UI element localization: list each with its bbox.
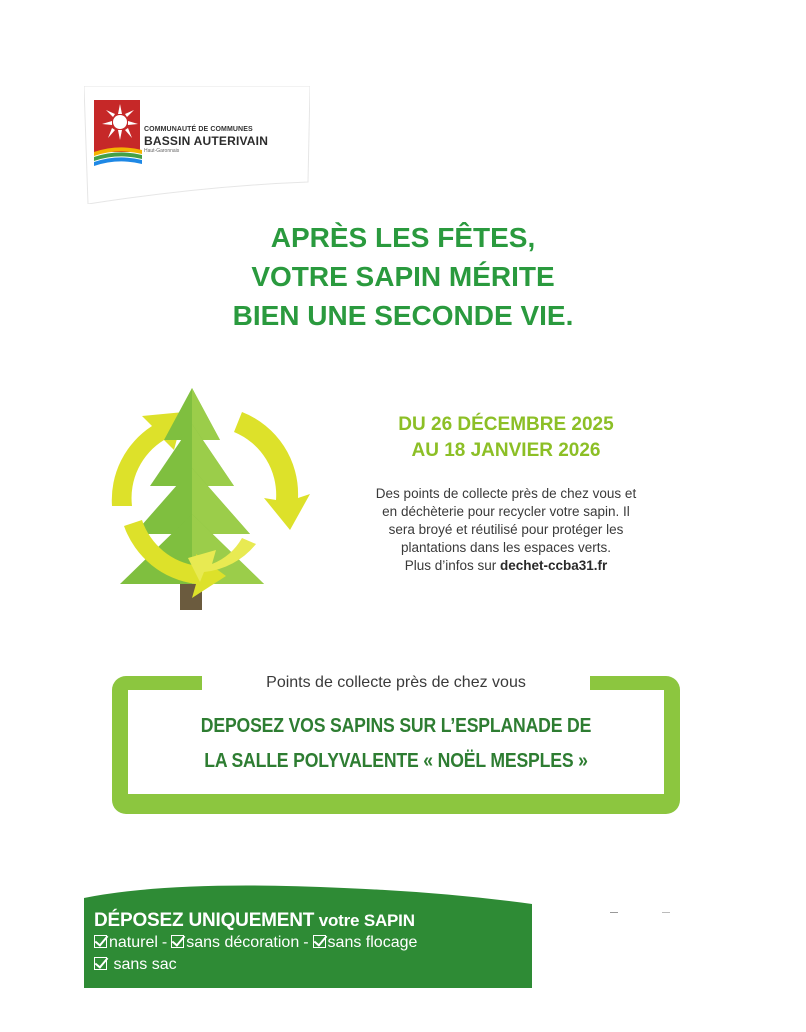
rule-no-flocking: sans flocage bbox=[327, 934, 418, 951]
checkbox-checked-icon bbox=[94, 935, 107, 948]
collect-message-line1: DEPOSEZ VOS SAPINS SUR L’ESPLANADE DE bbox=[200, 714, 592, 737]
checkbox-checked-icon bbox=[94, 957, 107, 970]
checkbox-checked-icon bbox=[171, 935, 184, 948]
description bbox=[310, 485, 702, 575]
headline-line1: APRÈS LES FÊTES, bbox=[270, 222, 536, 253]
instruction-text bbox=[94, 910, 417, 976]
banner-title-bold: DÉPOSEZ UNIQUEMENT bbox=[94, 910, 315, 931]
divider-mark bbox=[610, 912, 618, 913]
website-link[interactable]: dechet-ccba31.fr bbox=[500, 558, 608, 573]
headline-line2: VOTRE SAPIN MÉRITE bbox=[251, 261, 555, 292]
recycle-tree-icon bbox=[92, 388, 322, 614]
logo-line1: COMMUNAUTÉ DE COMMUNES bbox=[144, 126, 253, 133]
headline-line3: BIEN UNE SECONDE VIE. bbox=[232, 300, 574, 331]
description-line4: plantations dans les espaces verts. bbox=[400, 540, 612, 555]
separator: - bbox=[161, 934, 168, 951]
banner-title-rest: votre SAPIN bbox=[314, 911, 415, 930]
logo-line3: Haut-Garonnais bbox=[144, 148, 180, 154]
date-end: AU 18 JANVIER 2026 bbox=[411, 440, 601, 461]
description-line2: en déchèterie pour recycler votre sapin. Il bbox=[382, 504, 630, 519]
banner-title bbox=[94, 910, 417, 932]
rule-no-decoration: sans décoration bbox=[186, 934, 300, 951]
description-line3: sera broyé et réutilisé pour protéger les bbox=[388, 522, 624, 537]
logo-line2: BASSIN AUTERIVAIN bbox=[144, 134, 269, 148]
headline bbox=[0, 218, 806, 335]
more-info-line bbox=[310, 557, 702, 575]
collection-dates bbox=[320, 412, 692, 464]
rule-no-bag: sans sac bbox=[113, 956, 177, 973]
sun-flower-emblem-icon bbox=[94, 100, 142, 168]
banner-row-1 bbox=[94, 932, 417, 954]
banner-row-2 bbox=[94, 954, 417, 976]
description-line1: Des points de collecte près de chez vous et bbox=[375, 486, 637, 501]
more-info-prefix: Plus d’infos sur bbox=[404, 558, 500, 573]
collect-message-line2: LA SALLE POLYVALENTE « NOËL MESPLES » bbox=[204, 749, 588, 772]
logo-text bbox=[144, 126, 268, 154]
checkbox-checked-icon bbox=[313, 935, 326, 948]
rule-natural: naturel bbox=[109, 934, 158, 951]
logo-card bbox=[84, 86, 310, 204]
collect-tab-label: Points de collecte près de chez vous bbox=[266, 674, 526, 691]
divider-mark bbox=[662, 912, 670, 913]
separator: - bbox=[303, 934, 309, 951]
date-start: DU 26 DÉCEMBRE 2025 bbox=[398, 414, 614, 435]
collect-message bbox=[166, 708, 627, 778]
